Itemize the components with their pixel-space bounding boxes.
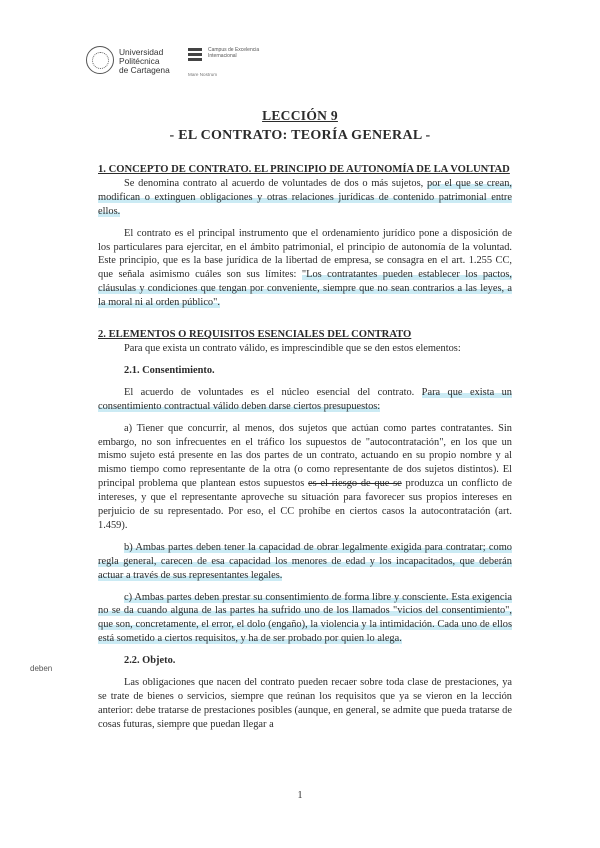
university-logo	[86, 46, 176, 80]
section-1-heading: 1. CONCEPTO DE CONTRATO. EL PRINCIPIO DE AUTONOMÍA DE LA VOLUNTAD	[98, 164, 510, 175]
margin-annotation: deben	[30, 664, 53, 673]
subsection-2-1-paragraph: El acuerdo de voluntades es el núcleo esencial del contrato. Para que exista un consentimiento contractual válido deben darse ciertos presupuestos:	[98, 386, 512, 412]
page-header	[86, 44, 286, 84]
campus-mark-icon	[188, 48, 204, 66]
subsection-2-2-heading: 2.2. Objeto.	[124, 655, 176, 667]
section-2-intro: Para que exista un contrato válido, es imprescindible que se den estos elementos:	[124, 342, 461, 354]
campus-logo-subtext: Mare Nostrum	[188, 72, 218, 77]
title-block	[0, 108, 600, 144]
page-number: 1	[297, 790, 303, 801]
subsection-2-1-heading: 2.1. Consentimiento.	[124, 364, 215, 376]
requirement-a: a) Tiener que concurrir, al menos, dos sujetos que actúan como partes contratantes. Sin embargo, no son infrecuentes en el tráfico los supuestos de "autocontratación", en los que un mismo sujeto está presente en las dos partes de un contrato, actuando en su propio nombre y al mismo tiempo como representante de la otra (o como representante de dos sujetos distintos). El principal problema que plantean estos supuestos es el riesgo de que se produzca un conflicto de intereses, y que el representante aproveche su situación para favorecer sus propios intereses en perjuicio de su representado. Por eso, el CC prohíbe en ciertos casos la autocontratación (art. 1.459).	[98, 422, 512, 531]
campus-logo	[188, 46, 288, 80]
lesson-title: LECCIÓN 9	[262, 108, 338, 123]
campus-logo-text: Campus de Excelencia Internacional	[208, 47, 260, 59]
document-body	[98, 163, 512, 732]
lesson-subtitle: - EL CONTRATO: TEORÍA GENERAL -	[169, 128, 431, 143]
university-seal-icon	[86, 46, 114, 74]
section-1-paragraph-2: El contrato es el principal instrumento que el ordenamiento jurídico pone a disposición de los particulares para ejercitar, en el ámbito patrimonial, el principio de autonomía de la voluntad. Este principio, que es la base jurídica de la libertad de empresa, se consagra en el art. 1.255 CC, que señala asimismo cuáles son sus límites: "Los contratantes pueden establecer los pactos, cláusulas y condiciones que tengan por conveniente, siempre que no sean contrarios a las leyes, a la moral ni al orden público".	[98, 227, 512, 309]
subsection-2-2-paragraph: Las obligaciones que nacen del contrato pueden recaer sobre toda clase de prestaciones, ya se trate de bienes o servicios, siempre que reúnan los requisitos que ya se vieron en la lección anterior: debe tratarse de prestaciones posibles (aunque, en general, se admite que pueda tratarse de cosas futuras, siempre que puedan llegar a	[98, 677, 512, 730]
section-1-paragraph-1: Se denomina contrato al acuerdo de voluntades de dos o más sujetos, por el que se crean, modifican o extinguen obligaciones y otras relaciones jurídicas de contenido patrimonial entre ellos.	[98, 177, 512, 217]
section-2-heading: 2. ELEMENTOS O REQUISITOS ESENCIALES DEL CONTRATO	[98, 329, 412, 341]
requirement-c: c) Ambas partes deben prestar su consentimiento de forma libre y consciente. Esta exigencia no se da cuando alguna de las partes ha sufrido uno de los llamados "vicios del consentimiento", que son, concretamente, el error, el dolo (engaño), la violencia y la intimidación. Cada uno de ellos está sometido a ciertos requisitos, y ha de ser probado por quien lo alega.	[98, 591, 512, 645]
requirement-b: b) Ambas partes deben tener la capacidad de obrar legalmente exigida para contratar; como regla general, carecen de esa capacidad los menores de edad y los incapacitados, que deberán actuar a través de sus representantes legales.	[98, 541, 512, 581]
university-logo-text: Universidad Politécnica de Cartagena	[119, 47, 170, 75]
